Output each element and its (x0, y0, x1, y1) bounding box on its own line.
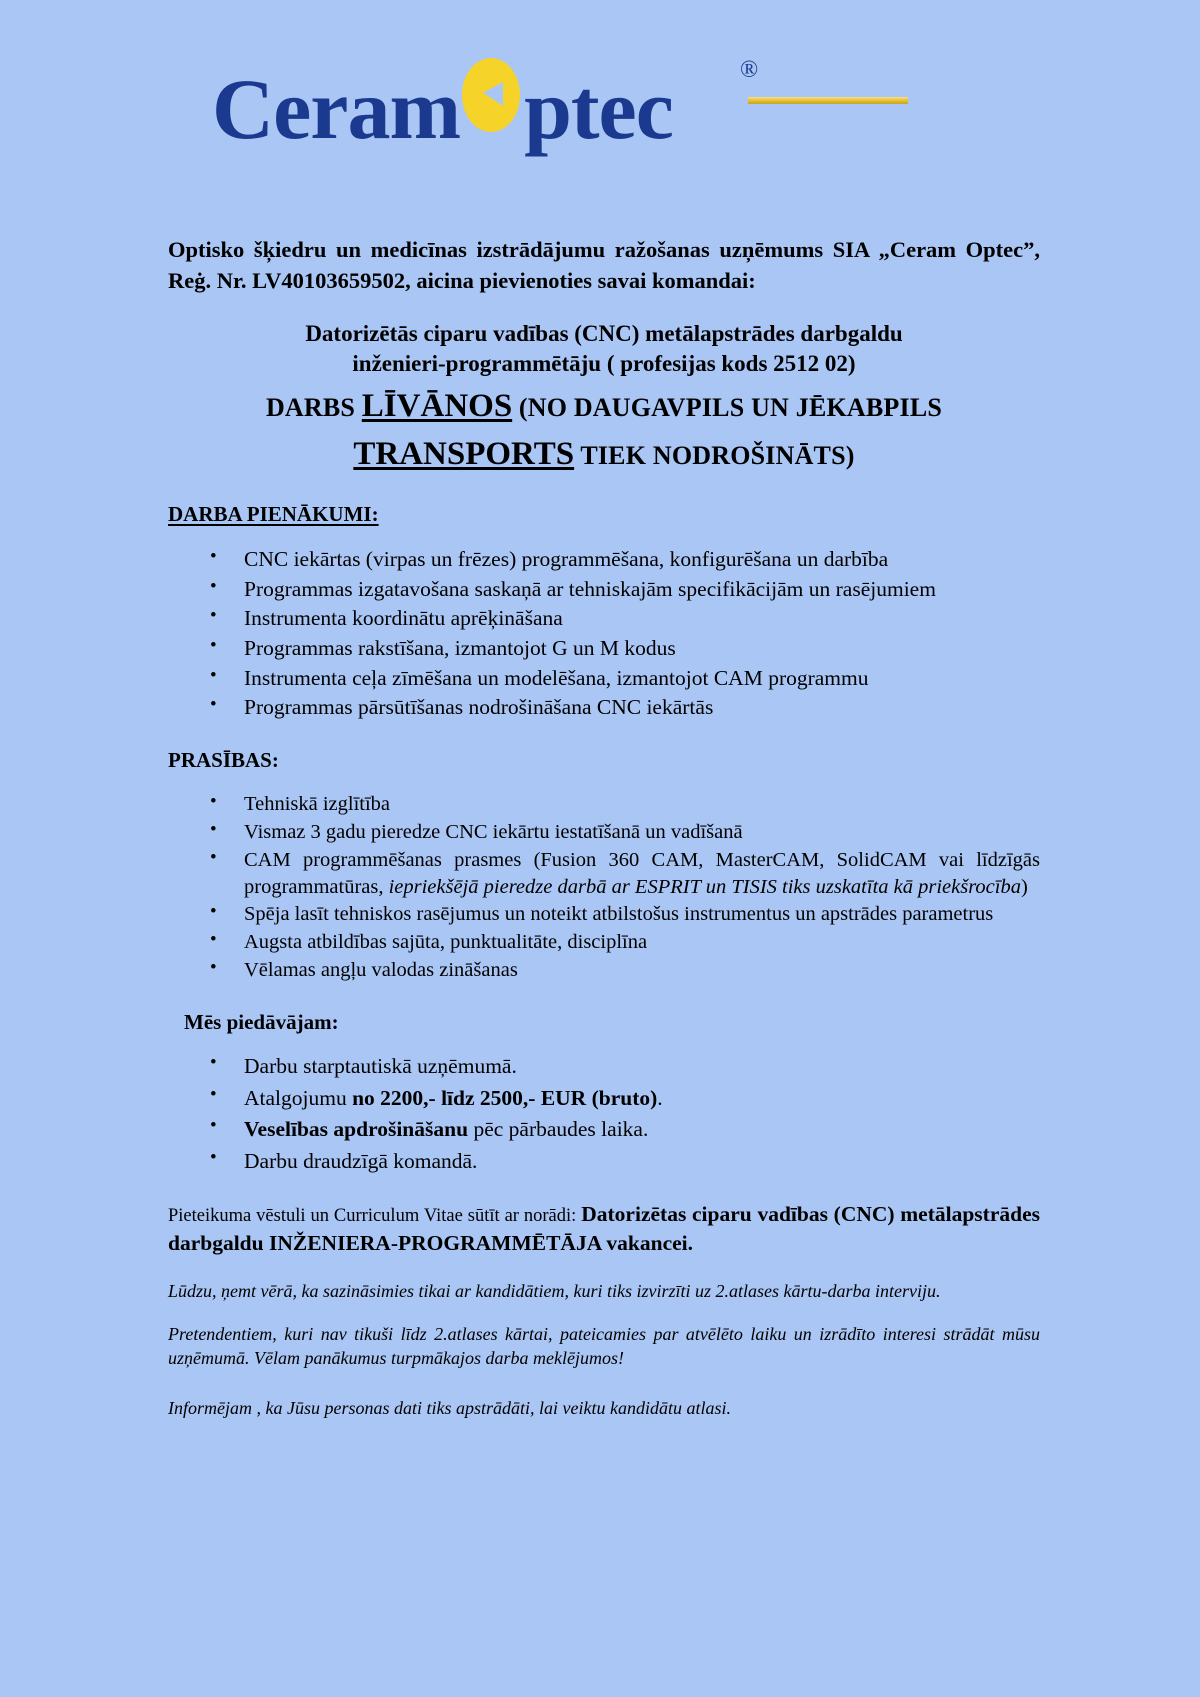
duties-heading: DARBA PIENĀKUMI: (168, 502, 379, 527)
apply-vacancy-title: Datorizētas ciparu vadības (CNC) metālapstrādes darbgaldu INŽENIERA-PROGRAMMĒTĀJA vakancei. (168, 1202, 1040, 1255)
requirement-suffix: ) (1020, 875, 1028, 898)
requirement-text: CAM programmēšanas prasmes (Fusion 360 CAM, MasterCAM, SolidCAM vai līdzīgās programmatūras (244, 848, 1040, 898)
logo-wordmark (212, 52, 758, 157)
intro-paragraph: Optisko šķiedru un medicīnas izstrādājumu ražošanas uzņēmums SIA „Ceram Optec”, Reġ. Nr. LV40103659502, aicina pievienoties savai komandai: (168, 237, 1040, 293)
list-item: • Spēja lasīt tehniskos rasējumus un noteikt atbilstošus instrumentus un apstrādes parametrus (240, 901, 1040, 928)
list-item: • CNC iekārtas (virpas un frēzes) programmēšana, konfigurēšana un darbība (240, 545, 1040, 574)
job-title-line-1: Datorizētās ciparu vadības (CNC) metālapstrādes darbgaldu (305, 321, 903, 347)
salary-range: no 2200,- līdz 2500,- EUR (bruto) (352, 1085, 658, 1110)
apply-instructions (168, 1200, 1040, 1257)
offer-text: Atalgojumu (244, 1085, 353, 1110)
logo-accent-line (748, 97, 908, 104)
document-body (0, 235, 1200, 1421)
list-item: • Darbu draudzīgā komandā. (240, 1146, 1040, 1177)
transport-notice (168, 434, 1040, 476)
logo-text-after: ptec (524, 61, 673, 157)
job-title-line-2: inženieri-programmētāju ( profesijas kods 2512 02) (352, 351, 856, 377)
list-item: • Vismaz 3 gadu pieredze CNC iekārtu iestatīšanā un vadīšanā (240, 819, 1040, 846)
logo-circle-o-icon (460, 52, 524, 138)
list-item: • Darbu starptautiskā uzņēmumā. (240, 1051, 1040, 1082)
list-item (240, 1114, 1040, 1145)
data-processing-note: Informējam , ka Jūsu personas dati tiks apstrādāti, lai veiktu kandidātu atlasi. (168, 1398, 731, 1419)
selection-note-1: Lūdzu, ņemt vērā, ka sazināsimies tikai ar kandidātiem, kuri tiks izvirzīti uz 2.atlases kārtu-darba interviju. (168, 1281, 941, 1302)
selection-note-2: Pretendentiem, kuri nav tikuši līdz 2.atlases kārtai, pateicamies par atvēlēto laiku un izrādīto interesi strādāt mūsu uzņēmumā. Vēlam panākumus turpmākajos darba meklējumos! (168, 1323, 1040, 1368)
health-insurance-label: Veselības apdrošināšanu (244, 1117, 469, 1142)
offer-suffix: . (657, 1085, 663, 1110)
transport-keyword: TRANSPORTS (353, 436, 575, 473)
requirement-italic-note: , iepriekšējā pieredze darbā ar ESPRIT un TISIS tiks uzskatīta kā priekšrocība (378, 875, 1021, 898)
company-logo-block (0, 0, 1200, 175)
apply-lead-text: Pieteikuma vēstuli un Curriculum Vitae sūtīt ar norādi: (168, 1206, 582, 1227)
list-item: • Tehniskā izglītība (240, 791, 1040, 818)
job-title-block (168, 319, 1040, 476)
list-item (240, 847, 1040, 901)
location-city: LĪVĀNOS (361, 387, 513, 424)
list-item: • Augsta atbildības sajūta, punktualitāte, disciplīna (240, 929, 1040, 956)
duties-list (168, 545, 1040, 722)
list-item: • Instrumenta ceļa zīmēšana un modelēšana, izmantojot CAM programmu (240, 664, 1040, 693)
requirements-heading: PRASĪBAS: (168, 747, 279, 772)
company-logo (212, 52, 758, 157)
offer-suffix: pēc pārbaudes laika. (468, 1117, 649, 1142)
location-prefix: DARBS (265, 392, 362, 422)
location-notice (168, 386, 1040, 428)
list-item: • Programmas pārsūtīšanas nodrošināšana CNC iekārtās (240, 693, 1040, 722)
registered-trademark-icon: ® (740, 57, 758, 83)
list-item (240, 1083, 1040, 1114)
list-item: • Vēlamas angļu valodas zināšanas (240, 957, 1040, 984)
location-suffix: (NO DAUGAVPILS UN JĒKABPILS (512, 392, 943, 422)
offers-heading: Mēs piedāvājam: (184, 1009, 339, 1034)
offers-list (168, 1051, 1040, 1176)
list-item: • Programmas izgatavošana saskaņā ar tehniskajām specifikācijām un rasējumiem (240, 575, 1040, 604)
transport-suffix: TIEK NODROŠINĀTS) (574, 441, 855, 471)
logo-text-before: Ceram (212, 61, 461, 157)
requirements-list (168, 791, 1040, 984)
list-item: • Programmas rakstīšana, izmantojot G un M kodus (240, 634, 1040, 663)
list-item: • Instrumenta koordinātu aprēķināšana (240, 604, 1040, 633)
